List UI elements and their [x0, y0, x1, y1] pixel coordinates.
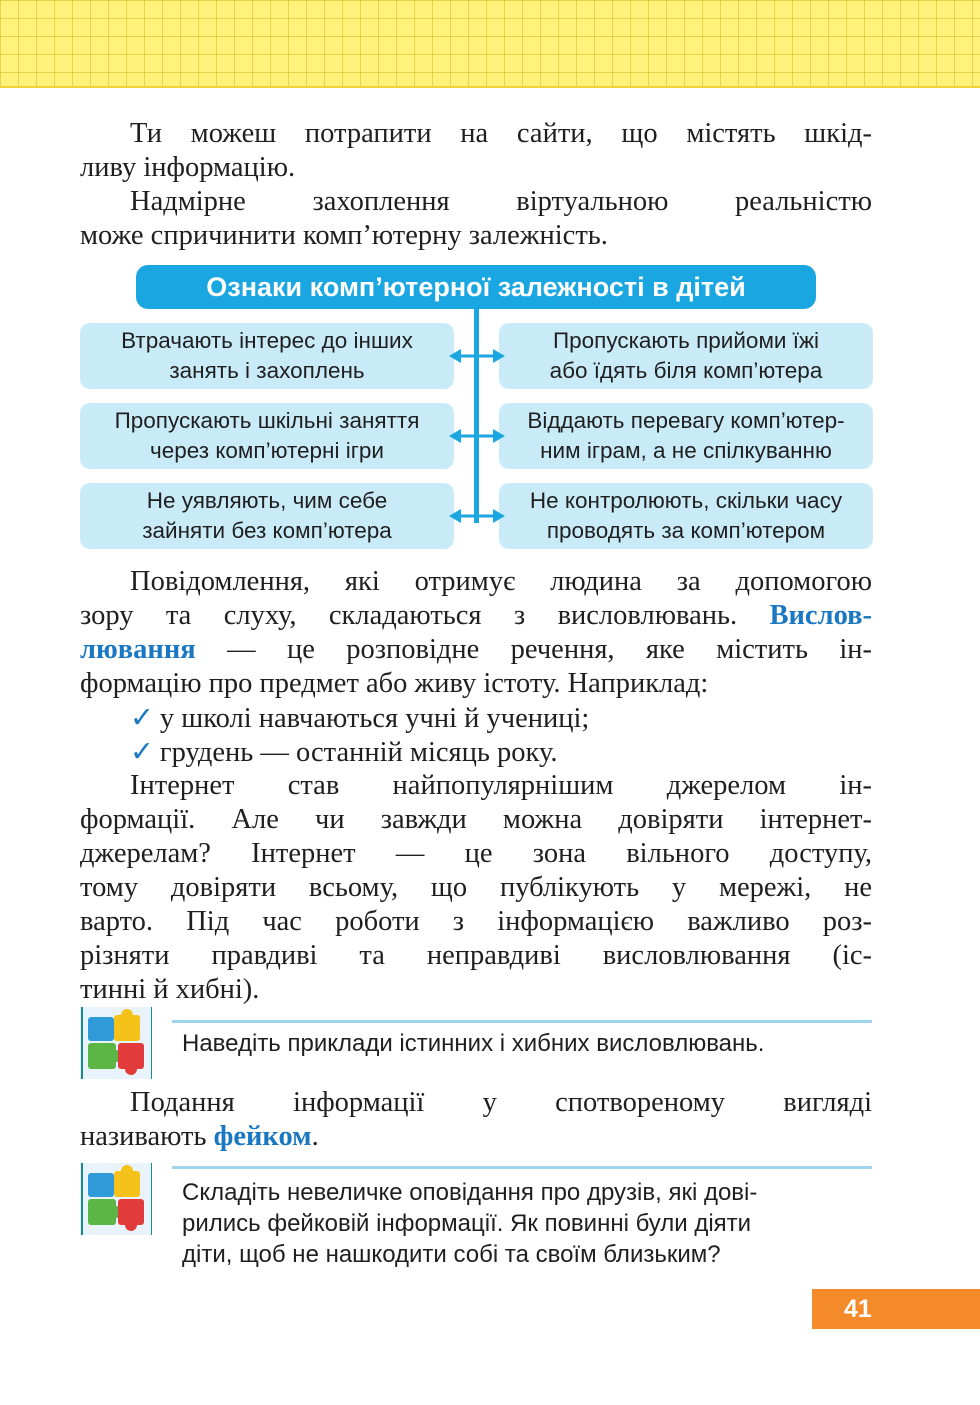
keyword-term: Вислов-	[769, 600, 872, 631]
text-run: називають	[80, 1121, 207, 1152]
diagram-spine	[474, 309, 479, 523]
text-line: Надмірне захоплення віртуальною реальністю	[130, 186, 872, 217]
statements-paragraph	[80, 565, 872, 701]
text-run: зору та слуху, складаються з висловлювань.	[80, 600, 738, 631]
double-arrow-icon	[449, 508, 505, 524]
puzzle-icon	[80, 1007, 152, 1079]
keyword-term: лювання	[80, 634, 196, 665]
double-arrow-icon	[449, 348, 505, 364]
example-text: у школі навчаються учні й учениці;	[159, 703, 590, 734]
box-line: Пропускають шкільні заняття	[114, 408, 420, 433]
text-line: ливу інформацію.	[80, 152, 296, 183]
example-item	[130, 735, 557, 770]
task-text-line: рились фейковій інформації. Як повинні були діяти	[182, 1210, 752, 1237]
text-line: Повідомлення, які отримує людина за допомогою	[130, 566, 872, 597]
box-line: Не контролюють, скільки часу	[529, 488, 843, 513]
box-line: через комп’ютерні ігри	[149, 438, 385, 463]
text-line: різняти правдиві та неправдиві висловлювання (іс-	[80, 940, 872, 971]
checkmark-icon: ✓	[130, 735, 154, 768]
symptom-box-right-3	[499, 483, 873, 549]
text-line: може спричинити комп’ютерну залежність.	[80, 220, 608, 251]
double-arrow-icon	[449, 428, 505, 444]
box-line: занять і захоплень	[169, 358, 365, 383]
box-line: або їдять біля комп’ютера	[549, 358, 823, 383]
keyword-term: фейком	[213, 1121, 312, 1152]
text-line: тинні й хибні).	[80, 974, 260, 1005]
text-line: Ти можеш потрапити на сайти, що містять шкід-	[130, 118, 872, 149]
symptom-box-left-1	[80, 323, 454, 389]
example-text: грудень — останній місяць року.	[159, 737, 558, 768]
fake-paragraph	[80, 1086, 872, 1154]
text-line: варто. Під час роботи з інформацією важливо роз-	[80, 906, 872, 937]
text-line: тому довіряти всьому, що публікують у мережі, не	[80, 872, 872, 903]
task-text-line: Складіть невеличке оповідання про друзів, які дові-	[182, 1179, 758, 1206]
intro-paragraph-1	[80, 117, 872, 185]
internet-paragraph	[80, 769, 872, 1007]
box-line: ним іграм, а не спілкуванню	[540, 438, 832, 463]
task-text-line: діти, щоб не нашкодити собі та своїм близьким?	[182, 1241, 721, 1268]
task-divider	[172, 1020, 872, 1023]
puzzle-icon	[80, 1163, 152, 1235]
box-line: проводять за комп’ютером	[546, 518, 826, 543]
grid-header-band	[0, 0, 980, 88]
task-text: Наведіть приклади істинних і хибних висловлювань.	[182, 1030, 765, 1057]
box-line: зайняти без комп’ютера	[142, 518, 392, 543]
intro-paragraph-2	[80, 185, 872, 253]
text-run: .	[311, 1121, 319, 1152]
box-line: Втрачають інтерес до інших	[121, 328, 413, 353]
task-divider	[172, 1166, 872, 1169]
symptom-box-right-1	[499, 323, 873, 389]
page-number-badge: 41	[812, 1289, 980, 1329]
diagram-title: Ознаки комп’ютерної залежності в дітей	[136, 265, 816, 309]
text-line: формації. Але чи завжди можна довіряти інтернет-	[80, 804, 872, 835]
text-line: Інтернет став найпопулярнішим джерелом ін-	[130, 770, 872, 801]
box-line: Пропускають прийоми їжі	[552, 328, 820, 353]
symptom-box-left-2	[80, 403, 454, 469]
symptom-box-left-3	[80, 483, 454, 549]
text-line: Подання інформації у спотвореному вигляді	[130, 1087, 872, 1118]
text-line: формацію про предмет або живу істоту. Наприклад:	[80, 668, 709, 699]
text-run: — це розповідне речення, яке містить ін-	[227, 634, 873, 665]
text-line: джерелам? Інтернет — це зона вільного доступу,	[80, 838, 872, 869]
checkmark-icon: ✓	[130, 701, 154, 734]
box-line: Не уявляють, чим себе	[146, 488, 388, 513]
example-item	[130, 701, 589, 736]
symptom-box-right-2	[499, 403, 873, 469]
box-line: Віддають перевагу комп’ютер-	[527, 408, 845, 433]
